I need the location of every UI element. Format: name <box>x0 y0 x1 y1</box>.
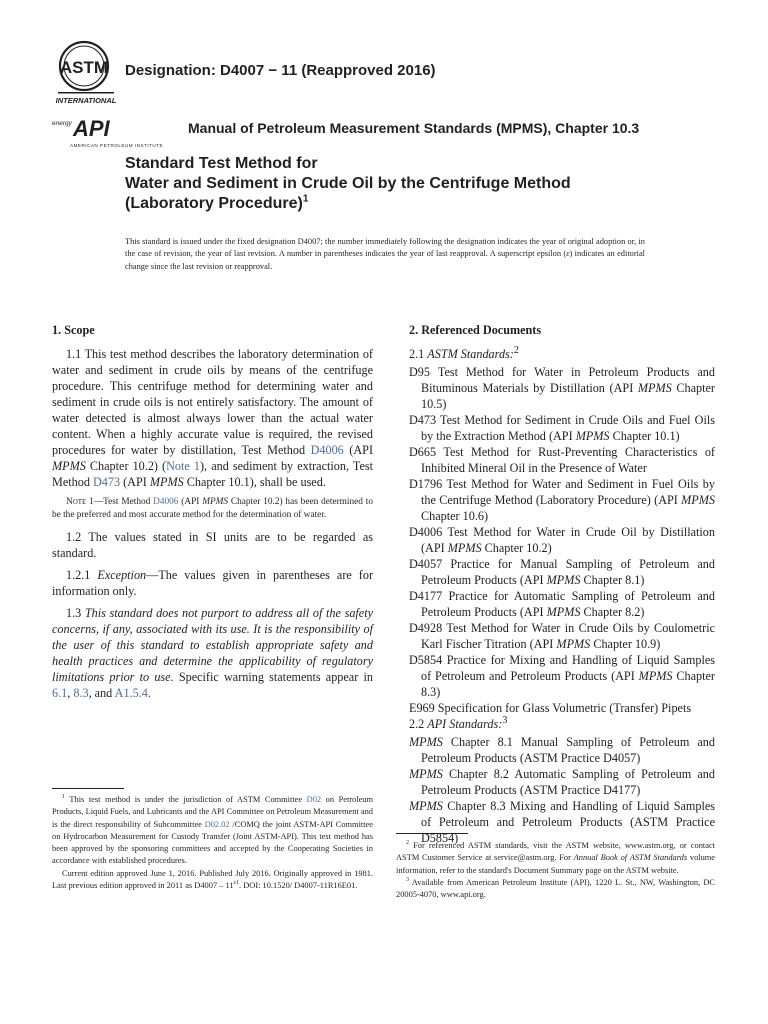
astm-reference-item: D4177 Practice for Automatic Sampling of Petroleum and Petroleum Products (API MPMS Chapter 8.2) <box>409 589 715 619</box>
manual-line: Manual of Petroleum Measurement Standards (MPMS), Chapter 10.3 <box>188 120 640 136</box>
astm-reference-item: D4928 Test Method for Water in Crude Oils by Coulometric Karl Fischer Titration (API MPMS Chapter 10.9) <box>409 621 715 651</box>
reference-code[interactable]: D665 <box>409 445 437 459</box>
astm-reference-item: D4006 Test Method for Water in Crude Oil by Distillation (API MPMS Chapter 10.2) <box>409 525 715 555</box>
link-8-3[interactable]: 8.3 <box>73 686 89 701</box>
title-line-1: Standard Test Method for <box>125 155 318 172</box>
link-note-1[interactable]: Note 1 <box>166 459 200 473</box>
footnote-1-edition: Current edition approved June 1, 2016. Published July 2016. Originally approved in 1981. Last previous edition approved in 2011 as $D4007 - 11^{\varepsilon 1}$. DOI: 10.1520/ D4007-11R16E01. <box>52 868 373 891</box>
issuance-statement: This standard is issued under the fixed designation D4007; the number immediately following the designation indicates the year of original adoption or, in the case of revision, the year of last revision. A number in parentheses indicates the year of last reapproval. A superscript epsilon (ε) indicates an editorial change since the last revision or reapproval. <box>125 237 645 271</box>
scope-para-1-3: 1.3 This standard does not purport to address all of the safety concerns, if any, associated with its use. It is the responsibility of the user of this standard to establish appropriate safety and health practices and determine the applicability of regulatory limitations prior to use. Specific warning statements appear in 6.1, 8.3, and A1.5.4. <box>52 606 373 701</box>
astm-logo <box>56 40 118 108</box>
astm-reference-item: D4057 Practice for Manual Sampling of Petroleum and Petroleum Products (API MPMS Chapter 8.1) <box>409 557 715 587</box>
scope-para-1-2-1: 1.2.1 Exception—The values given in parentheses are for information only. <box>52 568 374 599</box>
right-column <box>409 322 715 846</box>
note-link-d4006[interactable]: D4006 <box>153 497 179 507</box>
astm-reference-item: D665 Test Method for Rust-Preventing Characteristics of Inhibited Mineral Oil in the Presence of Water <box>409 445 715 475</box>
api-reference-item: MPMS Chapter 8.3 Mixing and Handling of Liquid Samples of Petroleum and Petroleum Products (ASTM Practice D5854) <box>409 799 715 845</box>
footnote-3: $^3$ Available from American Petroleum Institute (API), 1220 L. St., NW, Washington, DC 20005-4070, www.api.org. <box>396 877 715 900</box>
reference-code[interactable]: D4177 <box>409 589 443 603</box>
footnotes-right <box>396 840 715 901</box>
reference-code[interactable]: D1796 <box>409 477 443 491</box>
reference-code[interactable]: MPMS <box>409 767 443 781</box>
link-d473[interactable]: D473 <box>92 475 121 489</box>
astm-reference-item: D1796 Test Method for Water and Sediment in Fuel Oils by the Centrifuge Method (Laboratory Procedure) (API MPMS Chapter 10.6) <box>409 477 715 523</box>
astm-logo-text: ASTM <box>59 58 109 77</box>
astm-reference-item: E969 Specification for Glass Volumetric (Transfer) Pipets <box>409 701 692 715</box>
astm-standards-list <box>409 364 715 716</box>
note-1: Note 1—Test Method D4006 (API MPMS Chapter 10.2) has been determined to be the preferred and most accurate method for the determination of water. <box>52 497 373 520</box>
reference-code[interactable]: D95 <box>409 365 430 379</box>
api-logo <box>52 113 170 149</box>
api-reference-item: MPMS Chapter 8.1 Manual Sampling of Petroleum and Petroleum Products (ASTM Practice D4057) <box>409 735 715 765</box>
api-subtitle-text: AMERICAN PETROLEUM INSTITUTE <box>70 143 164 148</box>
title-line-3: (Laboratory Procedure)$^1$ <box>125 193 309 212</box>
title-footnote-mark: 1 <box>302 193 309 205</box>
referenced-documents-heading: 2. Referenced Documents <box>409 323 542 337</box>
api-standards-heading: 2.2 API Standards:$^3$ <box>409 714 508 731</box>
fn-link-d02[interactable]: D02 <box>306 795 322 804</box>
footnote-rule-left <box>52 788 124 789</box>
link-a1-5-4[interactable]: A1.5.4 <box>114 686 148 701</box>
reference-code[interactable]: D4928 <box>409 621 443 635</box>
scope-para-1-1: 1.1 This test method describes the laboratory determination of water and sediment in crude oils by means of the centrifuge procedure. This centrifuge method for determining water and sediment in crude oils is not entirely satisfactory. The amount of water detected is almost always lower than the actual water content. When a highly accurate value is required, the revised procedures for water by distillation, Test Method D4006 (API MPMS Chapter 10.2) (Note 1), and sediment by extraction, Test Method D473 (API MPMS Chapter 10.1), shall be used. <box>52 347 373 489</box>
api-energy-text: energy <box>52 120 72 127</box>
footnote-1: $^1$ This test method is under the jurisdiction of ASTM Committee D02 on Petroleum Products, Liquid Fuels, and Lubricants and the API Committee on Petroleum Measurement and is the direct responsibility of Subcommittee D02.02 /COMQ the joint ASTM-API Committee on Hydrocarbon Measurement for Custody Transfer (Joint ASTM-API). This test method has been approved by the sponsoring committees and accepted by the Cooperating Societies in accordance with established procedures. <box>52 794 373 866</box>
designation: Designation: D4007 − 11 (Reapproved 2016) <box>125 62 436 79</box>
api-logo-text: API <box>73 116 110 141</box>
footnote-2: $^2$ For referenced ASTM standards, visit the ASTM website, www.astm.org, or contact ASTM Customer Service at service@astm.org. For Annual Book of ASTM Standards volume information, refer to the standard's Document Summary page on the ASTM website. <box>396 840 715 875</box>
link-6-1[interactable]: 6.1 <box>52 686 68 701</box>
reference-code[interactable]: D5854 <box>409 653 443 667</box>
reference-code[interactable]: D473 <box>409 413 437 427</box>
footnote-rule-right <box>396 833 468 834</box>
astm-reference-item: D5854 Practice for Mixing and Handling of Liquid Samples of Petroleum and Petroleum Products (API MPMS Chapter 8.3) <box>409 653 715 699</box>
left-column <box>52 322 373 707</box>
fn-link-d0202[interactable]: D02.02 <box>204 819 230 829</box>
astm-reference-item: D473 Test Method for Sediment in Crude Oils and Fuel Oils by the Extraction Method (API MPMS Chapter 10.1) <box>409 413 715 443</box>
document-title <box>125 154 685 214</box>
reference-code[interactable]: D4006 <box>409 525 443 539</box>
scope-para-1-2: 1.2 The values stated in SI units are to be regarded as standard. <box>52 530 373 561</box>
link-d4006[interactable]: D4006 <box>310 443 344 457</box>
api-reference-item: MPMS Chapter 8.2 Automatic Sampling of Petroleum and Petroleum Products (ASTM Practice D4177) <box>409 767 715 797</box>
footnotes-left <box>52 794 373 892</box>
astm-international-text: INTERNATIONAL <box>56 96 117 105</box>
title-line-2: Water and Sediment in Crude Oil by the Centrifuge Method <box>125 175 571 192</box>
reference-code[interactable]: MPMS <box>409 735 443 749</box>
astm-reference-item: D95 Test Method for Water in Petroleum Products and Bituminous Materials by Distillation (API MPMS Chapter 10.5) <box>409 365 715 411</box>
astm-standards-heading: 2.1 ASTM Standards:$^2$ <box>409 344 519 361</box>
api-standards-list <box>409 734 715 846</box>
reference-code[interactable]: E969 <box>409 701 435 715</box>
scope-heading: 1. Scope <box>52 323 95 337</box>
reference-code[interactable]: MPMS <box>409 799 443 813</box>
reference-code[interactable]: D4057 <box>409 557 443 571</box>
